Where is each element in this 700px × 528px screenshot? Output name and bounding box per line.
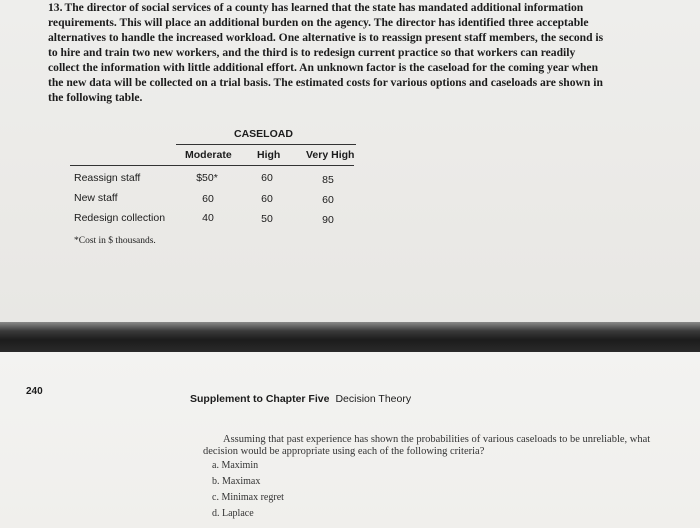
table-footnote: *Cost in $ thousands. [74, 236, 156, 246]
column-header-very-high: Very High [306, 149, 355, 161]
cell-reassign-very-high: 85 [322, 174, 334, 186]
option-laplace: d. Laplace [212, 508, 254, 519]
cell-redesign-very-high: 90 [322, 214, 334, 226]
column-header-high: High [257, 149, 281, 161]
page-number: 240 [26, 386, 43, 397]
caseload-header: CASELOAD [234, 128, 293, 140]
cell-redesign-moderate: 40 [202, 212, 214, 224]
header-topic: Decision Theory [335, 393, 412, 405]
problem-text: The director of social services of a county has learned that the state has mandated additional information requirements. This will place an additional burden on the agency. The director has identified three acceptable alternatives to handle the increased workload. One alternative is to reassign present staff members, the second is to hire and train two new workers, and the third is to redesign current practice so that workers can readily collect the information with little additional effort. An unknown factor is the caseload for the coming year when the new data will be collected on a trial basis. The estimated costs for various options and caseloads are shown in the following table. [48, 1, 604, 104]
cell-reassign-moderate: $50* [196, 172, 218, 184]
option-maximax: b. Maximax [212, 476, 261, 487]
book-gutter [0, 322, 700, 352]
problem-paragraph [48, 0, 608, 105]
cell-redesign-high: 50 [261, 213, 273, 225]
problem-number: 13. [48, 1, 63, 14]
option-maximin: a. Maximin [212, 460, 259, 471]
row-label-new-staff: New staff [74, 192, 118, 204]
question-text: Assuming that past experience has shown the probabilities of various caseloads to be unreliable, what decision would be appropriate using each of the following criteria? [203, 434, 651, 457]
cell-new-very-high: 60 [322, 194, 334, 206]
cell-new-high: 60 [261, 193, 273, 205]
caseload-rule [176, 144, 356, 145]
cell-reassign-high: 60 [261, 172, 273, 184]
option-minimax-regret: c. Minimax regret [212, 492, 284, 503]
column-header-moderate: Moderate [185, 149, 232, 161]
running-header [190, 393, 411, 405]
table-rule [70, 165, 354, 166]
cell-new-moderate: 60 [202, 193, 214, 205]
row-label-reassign: Reassign staff [74, 172, 141, 184]
row-label-redesign: Redesign collection [74, 212, 166, 224]
header-chapter: Supplement to Chapter Five [190, 393, 330, 405]
